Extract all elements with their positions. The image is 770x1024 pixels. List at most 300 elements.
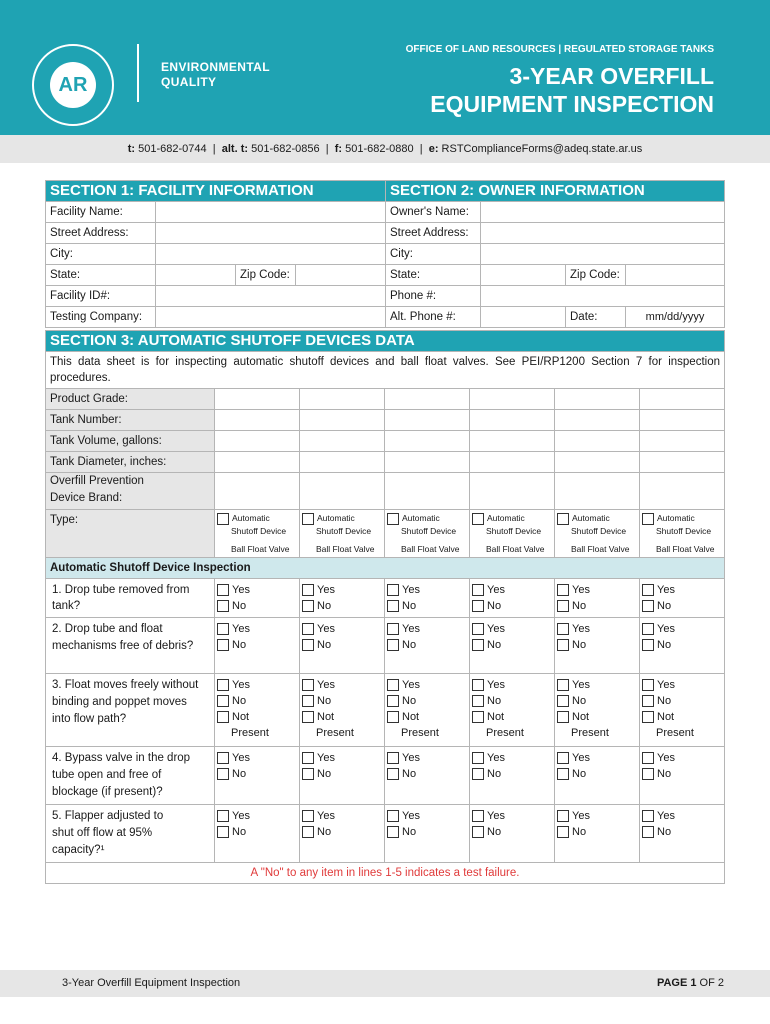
not-present-label: Not <box>657 710 675 723</box>
type-ball-float-option[interactable] <box>472 543 552 555</box>
no-checkbox[interactable] <box>217 826 229 838</box>
tank-number-field[interactable] <box>215 410 300 431</box>
no-label: No <box>402 599 417 612</box>
yes-checkbox[interactable] <box>302 810 314 822</box>
type-ball-float-label: Ball Float Valve <box>571 543 630 554</box>
automatic-shutoff-checkbox[interactable] <box>302 513 314 525</box>
answer-cell <box>300 578 385 617</box>
product-grade-field[interactable] <box>555 389 640 410</box>
yes-label: Yes <box>232 678 250 691</box>
no-checkbox[interactable] <box>387 768 399 780</box>
facility-zip-label: Zip Code: <box>236 265 296 286</box>
yes-option[interactable] <box>472 621 552 637</box>
date-field[interactable] <box>626 307 725 328</box>
no-label: No <box>657 694 672 707</box>
yes-label: Yes <box>402 809 420 822</box>
yes-checkbox[interactable] <box>472 584 484 596</box>
no-checkbox[interactable] <box>217 768 229 780</box>
shutoff-devices-table <box>45 330 725 884</box>
yes-checkbox[interactable] <box>217 584 229 596</box>
automatic-shutoff-checkbox[interactable] <box>217 513 229 525</box>
logo-divider <box>137 44 139 102</box>
no-checkbox[interactable] <box>217 695 229 707</box>
header-banner <box>0 0 770 135</box>
yes-option[interactable] <box>217 621 297 637</box>
no-option[interactable] <box>302 637 382 653</box>
no-option[interactable] <box>387 693 467 709</box>
type-ball-float-option[interactable] <box>557 543 637 555</box>
owner-city-label: City: <box>386 244 481 265</box>
facility-state-field[interactable] <box>156 265 236 286</box>
facility-city-field[interactable] <box>156 244 386 265</box>
yes-option[interactable] <box>472 582 552 598</box>
tank-number-field[interactable] <box>300 410 385 431</box>
yes-checkbox[interactable] <box>472 810 484 822</box>
no-checkbox[interactable] <box>472 639 484 651</box>
yes-checkbox[interactable] <box>472 623 484 635</box>
yes-option[interactable] <box>302 750 382 766</box>
yes-checkbox[interactable] <box>387 679 399 691</box>
section3-title: SECTION 3: AUTOMATIC SHUTOFF DEVICES DATA <box>46 331 725 352</box>
yes-checkbox[interactable] <box>302 752 314 764</box>
yes-checkbox[interactable] <box>387 810 399 822</box>
automatic-shutoff-checkbox[interactable] <box>557 513 569 525</box>
no-checkbox[interactable] <box>387 600 399 612</box>
no-option[interactable] <box>217 824 297 840</box>
tank-diameter-field[interactable] <box>555 452 640 473</box>
no-label: No <box>572 825 587 838</box>
yes-option[interactable] <box>387 808 467 824</box>
tank-diameter-field[interactable] <box>215 452 300 473</box>
type-ball-float-label: Ball Float Valve <box>231 543 290 554</box>
page-total: OF 2 <box>699 977 724 989</box>
owner-zip-field[interactable] <box>626 265 725 286</box>
no-option[interactable] <box>472 824 552 840</box>
office-line: OFFICE OF LAND RESOURCES | REGULATED STORAGE TANKS <box>405 44 714 55</box>
no-option[interactable] <box>217 637 297 653</box>
page-indicator <box>657 970 724 997</box>
fax-label: f: <box>334 143 343 155</box>
no-checkbox[interactable] <box>642 695 654 707</box>
product-grade-field[interactable] <box>470 389 555 410</box>
yes-option[interactable] <box>557 808 637 824</box>
answer-cell <box>640 804 725 862</box>
type-options-cell <box>300 510 385 558</box>
tank-diameter-field[interactable] <box>640 452 725 473</box>
yes-label: Yes <box>317 809 335 822</box>
tank-diameter-field[interactable] <box>385 452 470 473</box>
no-option[interactable] <box>472 766 552 782</box>
type-ball-float-option[interactable] <box>642 543 722 555</box>
no-label: No <box>402 767 417 780</box>
agency-line-1: ENVIRONMENTAL <box>161 60 270 74</box>
no-option[interactable] <box>217 693 297 709</box>
no-option[interactable] <box>557 637 637 653</box>
type-ball-float-label: Ball Float Valve <box>486 543 545 554</box>
tank-number-field[interactable] <box>555 410 640 431</box>
yes-option[interactable] <box>642 808 722 824</box>
owner-name-field[interactable] <box>481 202 725 223</box>
answer-cell <box>215 804 300 862</box>
overfill-brand-field[interactable] <box>470 473 555 510</box>
no-checkbox[interactable] <box>387 826 399 838</box>
no-option[interactable] <box>387 766 467 782</box>
no-option[interactable] <box>557 766 637 782</box>
no-checkbox[interactable] <box>642 600 654 612</box>
no-option[interactable] <box>642 766 722 782</box>
yes-checkbox[interactable] <box>642 679 654 691</box>
overfill-brand-label: Overfill Prevention Device Brand: <box>46 473 215 510</box>
yes-option[interactable] <box>557 582 637 598</box>
yes-checkbox[interactable] <box>217 810 229 822</box>
no-label: No <box>657 767 672 780</box>
answer-cell <box>470 578 555 617</box>
type-ball-float-label: Ball Float Valve <box>656 543 715 554</box>
facility-name-field[interactable] <box>156 202 386 223</box>
title-line-1: 3-YEAR OVERFILL <box>509 63 714 89</box>
title-line-2: EQUIPMENT INSPECTION <box>430 91 714 117</box>
answer-cell <box>555 804 640 862</box>
yes-checkbox[interactable] <box>387 752 399 764</box>
yes-checkbox[interactable] <box>557 810 569 822</box>
no-checkbox[interactable] <box>217 600 229 612</box>
no-checkbox[interactable] <box>302 826 314 838</box>
phone-number-field[interactable] <box>481 286 725 307</box>
automatic-shutoff-checkbox[interactable] <box>387 513 399 525</box>
no-label: No <box>232 599 247 612</box>
facility-id-field[interactable] <box>156 286 386 307</box>
type-automatic-label-2: Shutoff Device <box>231 525 287 536</box>
no-checkbox[interactable] <box>387 695 399 707</box>
not-present-checkbox[interactable] <box>472 711 484 723</box>
facility-street-field[interactable] <box>156 223 386 244</box>
yes-checkbox[interactable] <box>557 679 569 691</box>
overfill-brand-field[interactable] <box>555 473 640 510</box>
no-label: No <box>402 694 417 707</box>
fax-value: 501-682-0880 <box>345 143 414 155</box>
yes-option[interactable] <box>557 621 637 637</box>
product-grade-field[interactable] <box>300 389 385 410</box>
yes-label: Yes <box>572 622 590 635</box>
type-ball-float-label: Ball Float Valve <box>401 543 460 554</box>
owner-city-field[interactable] <box>481 244 725 265</box>
answer-cell <box>640 578 725 617</box>
overfill-brand-field[interactable] <box>300 473 385 510</box>
email-value[interactable]: RSTComplianceForms@adeq.state.ar.us <box>441 143 643 155</box>
no-option[interactable] <box>217 766 297 782</box>
type-automatic-label: Automatic <box>232 513 270 523</box>
no-checkbox[interactable] <box>387 639 399 651</box>
yes-option[interactable] <box>302 677 382 693</box>
not-present-option[interactable] <box>642 709 722 725</box>
no-checkbox[interactable] <box>302 639 314 651</box>
page-title <box>430 62 714 118</box>
yes-option[interactable] <box>472 808 552 824</box>
facility-id-label: Facility ID#: <box>46 286 156 307</box>
yes-option[interactable] <box>217 750 297 766</box>
yes-option[interactable] <box>642 621 722 637</box>
tank-number-field[interactable] <box>385 410 470 431</box>
not-present-label: Not <box>402 710 420 723</box>
not-present-option[interactable] <box>217 709 297 725</box>
not-present-checkbox[interactable] <box>217 711 229 723</box>
owner-street-field[interactable] <box>481 223 725 244</box>
facility-zip-field[interactable] <box>296 265 386 286</box>
tank-volume-field[interactable] <box>470 431 555 452</box>
testing-company-label: Testing Company: <box>46 307 156 328</box>
product-grade-field[interactable] <box>215 389 300 410</box>
answer-cell <box>555 578 640 617</box>
testing-company-field[interactable] <box>156 307 386 328</box>
answer-cell <box>640 617 725 673</box>
no-option[interactable] <box>217 598 297 614</box>
no-label: No <box>402 825 417 838</box>
no-option[interactable] <box>642 598 722 614</box>
no-checkbox[interactable] <box>557 639 569 651</box>
not-present-label: Not <box>232 710 250 723</box>
owner-state-field[interactable] <box>481 265 566 286</box>
no-label: No <box>657 599 672 612</box>
section1-title: SECTION 1: FACILITY INFORMATION <box>46 181 386 202</box>
answer-cell <box>215 617 300 673</box>
not-present-label-2: Present <box>656 726 694 739</box>
yes-option[interactable] <box>387 621 467 637</box>
yes-option[interactable] <box>642 677 722 693</box>
no-checkbox[interactable] <box>557 695 569 707</box>
yes-label: Yes <box>487 678 505 691</box>
no-checkbox[interactable] <box>302 768 314 780</box>
no-checkbox[interactable] <box>642 768 654 780</box>
yes-checkbox[interactable] <box>217 752 229 764</box>
no-option[interactable] <box>302 766 382 782</box>
tank-volume-field[interactable] <box>385 431 470 452</box>
not-present-checkbox[interactable] <box>557 711 569 723</box>
facility-owner-table <box>45 180 725 328</box>
not-present-label: Not <box>487 710 505 723</box>
type-automatic-label: Automatic <box>317 513 355 523</box>
yes-label: Yes <box>402 751 420 764</box>
answer-cell <box>300 746 385 804</box>
yes-checkbox[interactable] <box>302 584 314 596</box>
yes-label: Yes <box>232 751 250 764</box>
inspection-subheading: Automatic Shutoff Device Inspection <box>46 557 725 578</box>
yes-label: Yes <box>317 583 335 596</box>
yes-label: Yes <box>572 678 590 691</box>
facility-city-label: City: <box>46 244 156 265</box>
yes-option[interactable] <box>302 808 382 824</box>
yes-option[interactable] <box>217 808 297 824</box>
not-present-option[interactable] <box>472 709 552 725</box>
answer-cell <box>555 617 640 673</box>
question-3: 3. Float moves freely without binding and poppet moves into flow path? <box>46 673 215 746</box>
type-automatic-option[interactable] <box>472 512 552 525</box>
tank-number-field[interactable] <box>640 410 725 431</box>
yes-checkbox[interactable] <box>557 584 569 596</box>
not-present-label-2: Present <box>571 726 609 739</box>
yes-checkbox[interactable] <box>217 623 229 635</box>
phone-label: t: <box>127 143 136 155</box>
not-present-option[interactable] <box>387 709 467 725</box>
no-option[interactable] <box>557 598 637 614</box>
type-automatic-option[interactable] <box>302 512 382 525</box>
tank-diameter-label: Tank Diameter, inches: <box>46 452 215 473</box>
tank-diameter-field[interactable] <box>300 452 385 473</box>
yes-option[interactable] <box>302 582 382 598</box>
type-automatic-option[interactable] <box>642 512 722 525</box>
no-checkbox[interactable] <box>217 639 229 651</box>
product-grade-field[interactable] <box>640 389 725 410</box>
no-checkbox[interactable] <box>642 639 654 651</box>
yes-checkbox[interactable] <box>302 623 314 635</box>
no-option[interactable] <box>642 637 722 653</box>
type-automatic-option[interactable] <box>387 512 467 525</box>
no-option[interactable] <box>472 598 552 614</box>
not-present-label: Not <box>317 710 335 723</box>
no-label: No <box>402 638 417 651</box>
no-option[interactable] <box>387 824 467 840</box>
type-options-cell <box>555 510 640 558</box>
overfill-brand-field[interactable] <box>215 473 300 510</box>
type-ball-float-option[interactable] <box>217 543 297 555</box>
owner-street-label: Street Address: <box>386 223 481 244</box>
not-present-option[interactable] <box>302 709 382 725</box>
no-option[interactable] <box>557 693 637 709</box>
type-ball-float-option[interactable] <box>302 543 382 555</box>
no-option[interactable] <box>472 637 552 653</box>
yes-checkbox[interactable] <box>302 679 314 691</box>
answer-cell <box>215 578 300 617</box>
yes-option[interactable] <box>557 677 637 693</box>
no-checkbox[interactable] <box>302 600 314 612</box>
no-checkbox[interactable] <box>472 600 484 612</box>
yes-label: Yes <box>487 809 505 822</box>
no-option[interactable] <box>302 598 382 614</box>
yes-option[interactable] <box>217 582 297 598</box>
not-present-checkbox[interactable] <box>387 711 399 723</box>
answer-cell <box>470 804 555 862</box>
product-grade-field[interactable] <box>385 389 470 410</box>
no-option[interactable] <box>557 824 637 840</box>
yes-label: Yes <box>487 622 505 635</box>
yes-label: Yes <box>572 751 590 764</box>
yes-label: Yes <box>402 583 420 596</box>
tank-diameter-field[interactable] <box>470 452 555 473</box>
not-present-checkbox[interactable] <box>642 711 654 723</box>
page-footer <box>0 970 770 997</box>
no-checkbox[interactable] <box>557 600 569 612</box>
type-ball-float-option[interactable] <box>387 543 467 555</box>
alt-phone-number-field[interactable] <box>481 307 566 328</box>
yes-label: Yes <box>572 809 590 822</box>
no-option[interactable] <box>302 693 382 709</box>
question-2: 2. Drop tube and float mechanisms free of debris? <box>46 617 215 673</box>
no-option[interactable] <box>642 824 722 840</box>
no-option[interactable] <box>387 637 467 653</box>
automatic-shutoff-checkbox[interactable] <box>642 513 654 525</box>
no-checkbox[interactable] <box>472 695 484 707</box>
no-label: No <box>657 825 672 838</box>
yes-label: Yes <box>317 622 335 635</box>
no-checkbox[interactable] <box>557 826 569 838</box>
yes-checkbox[interactable] <box>557 752 569 764</box>
yes-label: Yes <box>232 809 250 822</box>
no-label: No <box>317 825 332 838</box>
type-label: Type: <box>46 510 215 558</box>
not-present-option[interactable] <box>557 709 637 725</box>
facility-state-label: State: <box>46 265 156 286</box>
answer-cell <box>470 617 555 673</box>
no-option[interactable] <box>642 693 722 709</box>
not-present-label-2: Present <box>401 726 439 739</box>
yes-option[interactable] <box>217 677 297 693</box>
no-checkbox[interactable] <box>472 768 484 780</box>
email-label: e: <box>428 143 439 155</box>
no-checkbox[interactable] <box>472 826 484 838</box>
yes-checkbox[interactable] <box>387 584 399 596</box>
yes-checkbox[interactable] <box>472 679 484 691</box>
type-automatic-option[interactable] <box>557 512 637 525</box>
tank-number-field[interactable] <box>470 410 555 431</box>
answer-cell <box>385 746 470 804</box>
type-automatic-option[interactable] <box>217 512 297 525</box>
yes-option[interactable] <box>472 750 552 766</box>
yes-option[interactable] <box>302 621 382 637</box>
answer-cell <box>385 617 470 673</box>
automatic-shutoff-checkbox[interactable] <box>472 513 484 525</box>
yes-checkbox[interactable] <box>642 810 654 822</box>
type-automatic-label: Automatic <box>657 513 695 523</box>
answer-cell <box>215 746 300 804</box>
tank-volume-label: Tank Volume, gallons: <box>46 431 215 452</box>
question-1: 1. Drop tube removed from tank? <box>46 578 215 617</box>
no-checkbox[interactable] <box>642 826 654 838</box>
yes-checkbox[interactable] <box>642 584 654 596</box>
page-label: PAGE <box>656 977 688 989</box>
type-options-cell <box>470 510 555 558</box>
yes-checkbox[interactable] <box>557 623 569 635</box>
yes-option[interactable] <box>387 750 467 766</box>
yes-checkbox[interactable] <box>387 623 399 635</box>
overfill-brand-field[interactable] <box>385 473 470 510</box>
no-option[interactable] <box>472 693 552 709</box>
not-present-checkbox[interactable] <box>302 711 314 723</box>
yes-option[interactable] <box>642 582 722 598</box>
yes-option[interactable] <box>387 677 467 693</box>
yes-option[interactable] <box>387 582 467 598</box>
no-checkbox[interactable] <box>557 768 569 780</box>
yes-label: Yes <box>657 622 675 635</box>
tank-volume-field[interactable] <box>300 431 385 452</box>
yes-checkbox[interactable] <box>217 679 229 691</box>
yes-option[interactable] <box>472 677 552 693</box>
yes-checkbox[interactable] <box>642 752 654 764</box>
type-automatic-label-2: Shutoff Device <box>486 525 542 536</box>
tank-volume-field[interactable] <box>555 431 640 452</box>
answer-cell <box>640 673 725 746</box>
no-option[interactable] <box>387 598 467 614</box>
no-label: No <box>572 638 587 651</box>
tank-volume-field[interactable] <box>640 431 725 452</box>
yes-option[interactable] <box>642 750 722 766</box>
yes-option[interactable] <box>557 750 637 766</box>
overfill-brand-field[interactable] <box>640 473 725 510</box>
no-checkbox[interactable] <box>302 695 314 707</box>
tank-volume-field[interactable] <box>215 431 300 452</box>
no-option[interactable] <box>302 824 382 840</box>
yes-checkbox[interactable] <box>642 623 654 635</box>
yes-checkbox[interactable] <box>472 752 484 764</box>
agency-seal-logo <box>32 44 114 126</box>
